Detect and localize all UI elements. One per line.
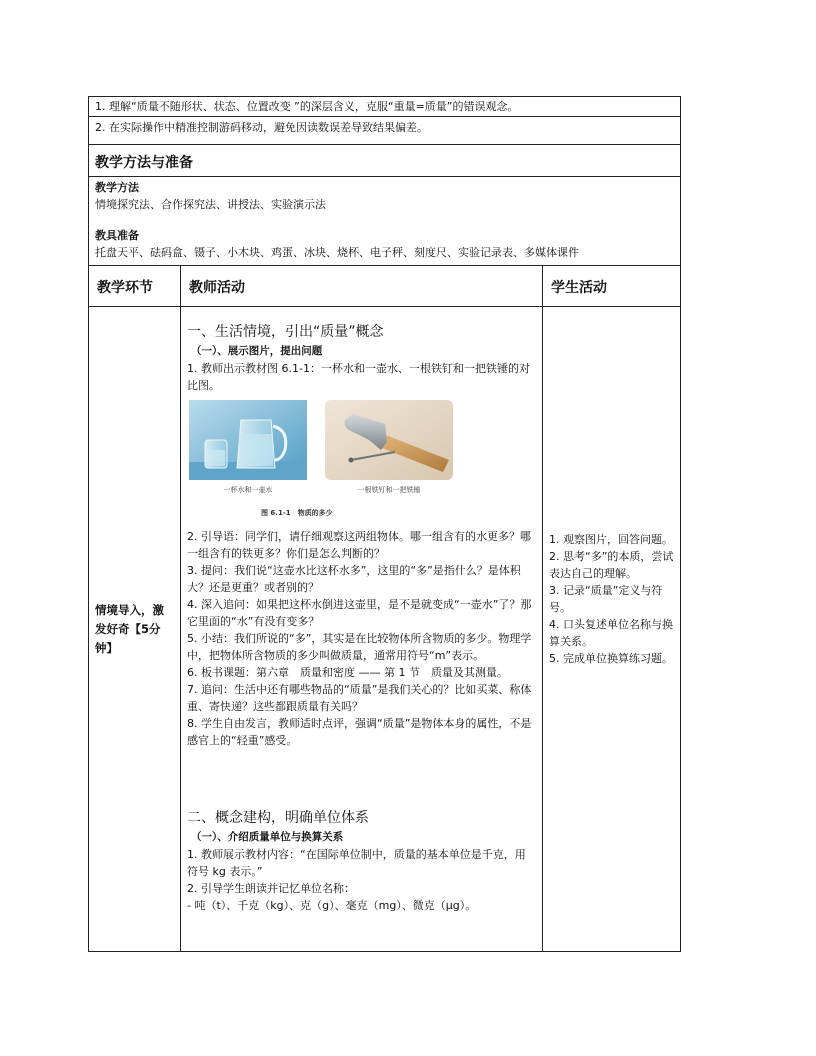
goal-line-1: 1. 理解“质量不随形状、状态、位置改变 ”的深层含义，克服“重量=质量”的错误观念。	[89, 97, 680, 117]
method-text: 情境探究法、合作探究法、讲授法、实验演示法	[95, 198, 326, 211]
teacher-p4: 4. 深入追问：如果把这杯水倒进这壶里，是不是就变成“一壶水”了？那它里面的“水”有没有变多？	[187, 598, 532, 628]
figure-iron	[325, 400, 453, 499]
figure-caption-left: 一杯水和一壶水	[223, 486, 273, 494]
teacher-p7: 7. 追问：生活中还有哪些物品的“质量”是我们关心的？比如买菜、称体重、寄快递？这些都跟质量有关吗？	[187, 683, 532, 713]
heading-2: 二、概念建构，明确单位体系	[187, 810, 369, 826]
goal-line-2: 2. 在实际操作中精准控制游码移动，避免因读数误差导致结果偏差。	[95, 121, 428, 134]
teacher-p5: 5. 小结：我们所说的“多”，其实是在比较物体所含物质的多少。物理学中，把物体所含物质的多少叫做质量，通常用符号“m”表示。	[187, 632, 532, 662]
stage-cell	[89, 307, 181, 952]
student-s4: 4. 口头复述单位名称与换算关系。	[549, 618, 673, 648]
header-student: 学生活动	[543, 266, 681, 307]
lesson-plan-table	[88, 96, 681, 952]
figure-caption-right: 一根铁钉和一把铁锤	[357, 486, 421, 494]
activity-row	[89, 307, 681, 952]
heading-1: 一、生活情境，引出“质量”概念	[187, 324, 384, 340]
lesson-plan-page	[88, 96, 680, 952]
figure-title: 图 6.1-1 物质的多少	[261, 509, 333, 517]
stage-label: 情境导入，激发好奇【5分钟】	[95, 602, 164, 655]
header-stage: 教学环节	[89, 266, 181, 307]
teacher-cell	[181, 307, 543, 952]
student-s2: 2. 思考“多”的本质，尝试表达自己的理解。	[549, 550, 674, 580]
teacher-p2: 2. 引导语：同学们，请仔细观察这两组物体。哪一组含有的水更多？哪一组含有的铁更多？你们是怎么判断的？	[187, 530, 531, 560]
teacher-q3: - 吨（t）、千克（kg）、克（g）、毫克（mg）、微克（μg）。	[187, 899, 477, 912]
teacher-q1: 1. 教师展示教材内容：“在国际单位制中，质量的基本单位是千克，用符号 kg 表示。”	[187, 848, 526, 878]
student-cell	[543, 307, 681, 952]
teacher-p3: 3. 提问：我们说“这壶水比这杯水多”，这里的“多”是指什么？是体积大？还是更重？或者别的？	[187, 564, 521, 594]
nail-and-hammer-image	[325, 400, 453, 480]
figure-water	[189, 400, 307, 499]
tools-label: 教具准备	[95, 229, 139, 242]
header-teacher: 教师活动	[181, 266, 543, 307]
teacher-p6: 6. 板书课题：第六章 质量和密度 —— 第 1 节 质量及其测量。	[187, 666, 508, 679]
student-s1: 1. 观察图片，回答问题。	[549, 533, 673, 546]
subheading-2: （一）、介绍质量单位与换算关系	[191, 831, 344, 843]
method-label: 教学方法	[95, 181, 139, 194]
teacher-p1: 1. 教师出示教材图 6.1-1：一杯水和一壶水、一根铁钉和一把铁锤的对比图。	[187, 362, 530, 392]
section-title: 教学方法与准备	[89, 145, 681, 177]
figure-6-1-1	[189, 400, 534, 499]
difficulty-goals-row	[89, 97, 681, 145]
student-s5: 5. 完成单位换算练习题。	[549, 652, 673, 665]
table-header-row	[89, 266, 681, 307]
water-cup-and-jug-image	[189, 400, 307, 480]
methods-row	[89, 177, 681, 266]
methods-title-row	[89, 145, 681, 177]
teacher-q2: 2. 引导学生朗读并记忆单位名称：	[187, 882, 355, 895]
student-s3: 3. 记录“质量”定义与符号。	[549, 584, 663, 614]
tools-text: 托盘天平、砝码盒、镊子、小木块、鸡蛋、冰块、烧杯、电子秤、刻度尺、实验记录表、多媒体课件	[95, 246, 579, 259]
subheading-1: （一）、展示图片，提出问题	[191, 345, 323, 357]
teacher-p8: 8. 学生自由发言，教师适时点评，强调“质量”是物体本身的属性，不是感官上的“轻重”感受。	[187, 717, 532, 747]
